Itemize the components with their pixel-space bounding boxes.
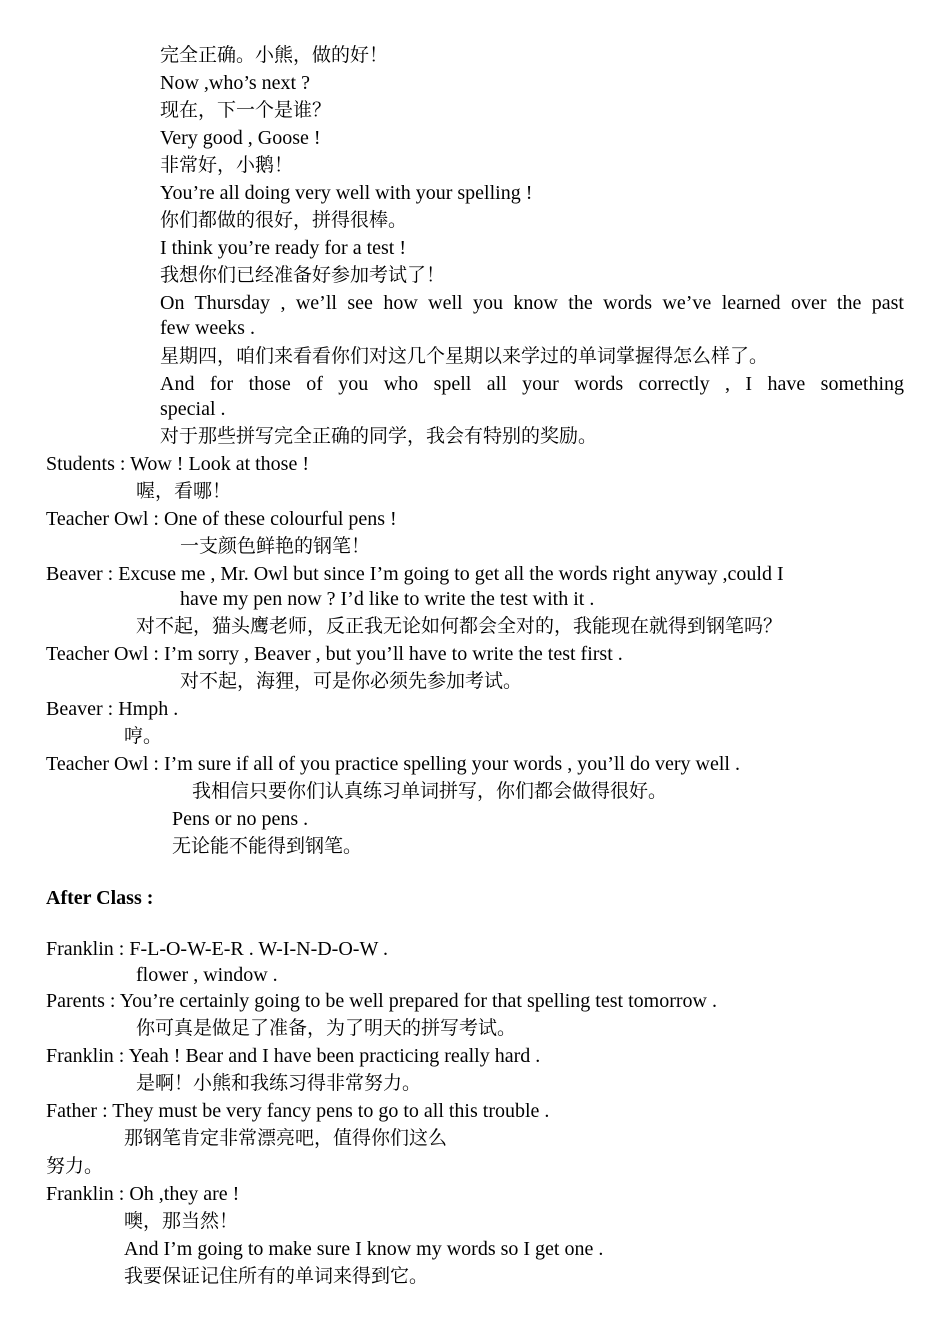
- text-line: 你可真是做足了准备，为了明天的拼写考试。: [136, 1017, 517, 1039]
- section-heading: After Class :: [46, 887, 154, 909]
- text-line: 那钢笔肯定非常漂亮吧，值得你们这么: [124, 1127, 448, 1149]
- text-line: 对不起，海狸，可是你必须先参加考试。: [180, 670, 523, 692]
- text-line: 你们都做的很好，拼得很棒。: [160, 209, 408, 231]
- text-line: flower , window .: [136, 964, 278, 986]
- text-line: And I’m going to make sure I know my words so I get one .: [124, 1238, 604, 1260]
- text-line: I think you’re ready for a test !: [160, 237, 407, 259]
- text-line: 哼。: [124, 725, 163, 747]
- text-line: 努力。: [46, 1155, 104, 1177]
- speaker-line: Franklin : Oh ,they are !: [46, 1183, 240, 1205]
- text-line: 星期四，咱们来看看你们对这几个星期以来学过的单词掌握得怎么样了。: [160, 345, 769, 367]
- speaker-line: Teacher Owl : I’m sure if all of you practice spelling your words , you’ll do very well .: [46, 753, 740, 775]
- text-line: special .: [160, 398, 226, 420]
- text-line: On Thursday , we’ll see how well you know the words we’ve learned over the past: [160, 292, 904, 314]
- text-line: 无论能不能得到钢笔。: [172, 835, 363, 857]
- speaker-line: Teacher Owl : One of these colourful pens !: [46, 508, 397, 530]
- text-line: Pens or no pens .: [172, 808, 309, 830]
- text-line: 噢，那当然！: [124, 1210, 239, 1232]
- text-line: 我相信只要你们认真练习单词拼写，你们都会做得很好。: [192, 780, 668, 802]
- text-line: 非常好，小鹅！: [160, 154, 294, 176]
- text-line: 现在，下一个是谁？: [160, 99, 332, 121]
- text-line: And for those of you who spell all your words correctly , I have something: [160, 373, 904, 395]
- speaker-line: Students : Wow ! Look at those !: [46, 453, 309, 475]
- text-line: 我想你们已经准备好参加考试了！: [160, 264, 446, 286]
- text-line: You’re all doing very well with your spelling !: [160, 182, 533, 204]
- text-line: Now ,who’s next ?: [160, 72, 310, 94]
- speaker-line: Beaver : Hmph .: [46, 698, 179, 720]
- text-line: have my pen now ? I’d like to write the test with it .: [180, 588, 595, 610]
- speaker-line: Parents : You’re certainly going to be well prepared for that spelling test tomorrow .: [46, 990, 717, 1012]
- text-line: Very good , Goose !: [160, 127, 321, 149]
- text-line: 我要保证记住所有的单词来得到它。: [124, 1265, 429, 1287]
- text-line: 是啊！小熊和我练习得非常努力。: [136, 1072, 422, 1094]
- text-line: 一支颜色鲜艳的钢笔！: [180, 535, 371, 557]
- speaker-line: Beaver : Excuse me , Mr. Owl but since I’m going to get all the words right anyway ,could I: [46, 563, 784, 585]
- text-line: 完全正确。小熊，做的好！: [160, 44, 389, 66]
- speaker-line: Teacher Owl : I’m sorry , Beaver , but you’ll have to write the test first .: [46, 643, 623, 665]
- text-line: 喔，看哪！: [136, 480, 232, 502]
- speaker-line: Franklin : Yeah ! Bear and I have been practicing really hard .: [46, 1045, 541, 1067]
- speaker-line: Franklin : F-L-O-W-E-R . W-I-N-D-O-W .: [46, 938, 388, 960]
- speaker-line: Father : They must be very fancy pens to go to all this trouble .: [46, 1100, 550, 1122]
- text-line: few weeks .: [160, 317, 255, 339]
- text-line: 对于那些拼写完全正确的同学，我会有特别的奖励。: [160, 425, 598, 447]
- text-line: 对不起，猫头鹰老师，反正我无论如何都会全对的，我能现在就得到钢笔吗？: [136, 615, 783, 637]
